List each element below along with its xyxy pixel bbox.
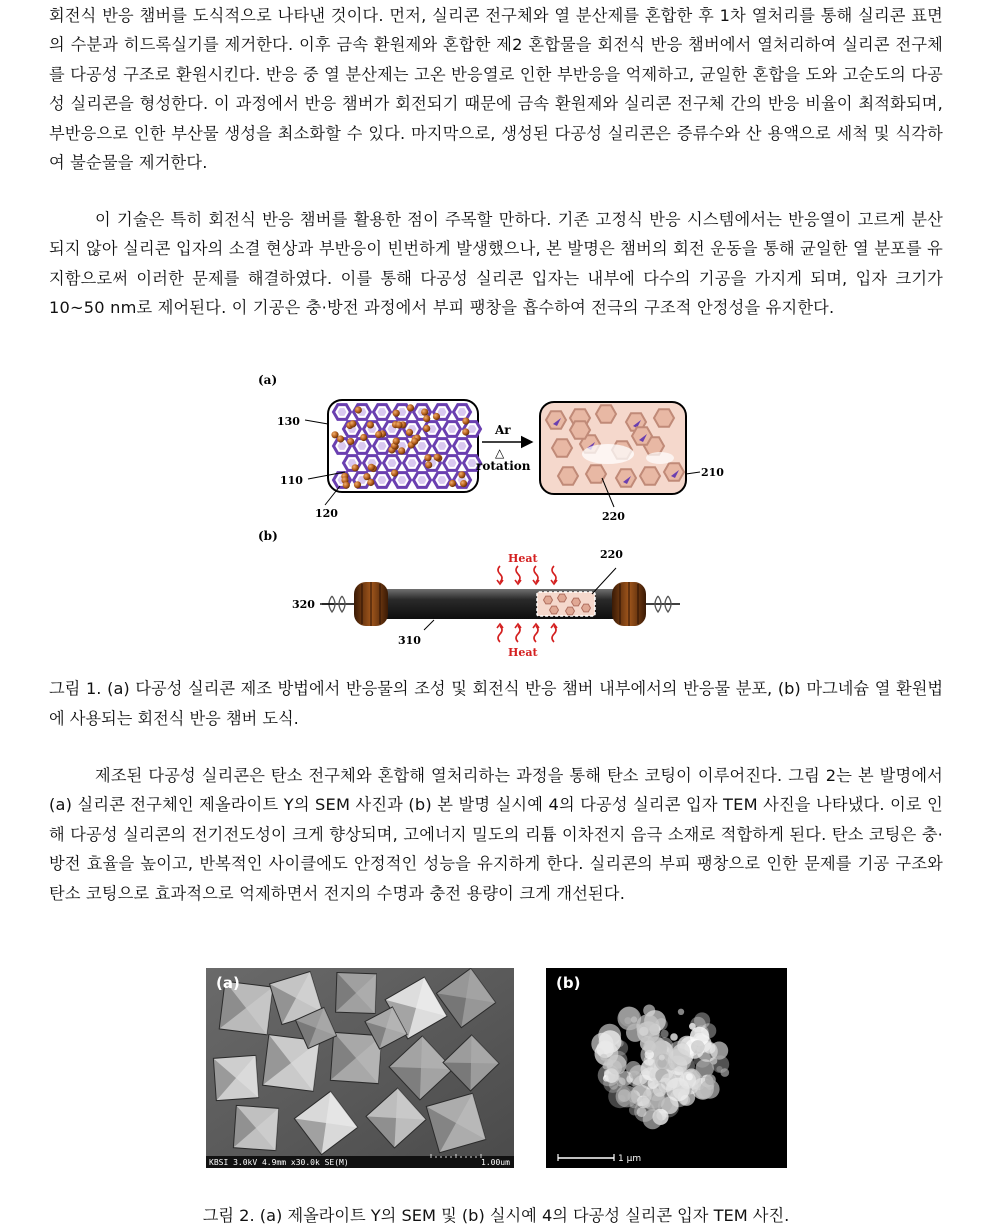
figure-1-diagram <box>250 368 730 668</box>
reductant-sphere <box>355 406 362 413</box>
boat-particle <box>558 594 567 602</box>
reductant-sphere <box>462 428 469 435</box>
heat-arrows-top <box>497 566 557 584</box>
tem-grain <box>691 1040 705 1054</box>
porous-silicon-hexagon <box>632 427 652 444</box>
porous-silicon-hexagon <box>570 421 590 438</box>
porous-silicon-hexagon <box>546 411 566 428</box>
leader-130 <box>305 420 328 424</box>
reductant-sphere <box>406 429 413 436</box>
porous-silicon-hexagon <box>558 467 578 484</box>
arrow-label-rotation: rotation <box>476 459 531 473</box>
heat-label-bottom: Heat <box>508 646 538 659</box>
reductant-sphere <box>393 438 400 445</box>
porous-silicon-hexagon <box>654 409 674 426</box>
reductant-sphere <box>331 431 338 438</box>
heat-arrow <box>534 566 538 582</box>
boat-particle <box>550 606 559 614</box>
tem-grain <box>643 1040 655 1052</box>
reductant-sphere <box>411 438 418 445</box>
reductant-sphere <box>424 454 431 461</box>
label-310: 310 <box>398 634 421 647</box>
tem-grain <box>660 1030 668 1038</box>
boat-particle <box>566 607 575 615</box>
boat-particle <box>544 596 553 604</box>
reductant-sphere <box>367 479 374 486</box>
tem-grain <box>678 1009 684 1015</box>
porous-silicon-hexagon <box>664 463 684 480</box>
reductant-sphere <box>347 438 354 445</box>
boat-particle <box>572 598 581 606</box>
reductant-sphere <box>367 421 374 428</box>
reductant-sphere <box>433 413 440 420</box>
reductant-sphere <box>425 461 432 468</box>
tem-grain <box>659 1055 665 1061</box>
heat-arrow <box>516 626 520 642</box>
label-130: 130 <box>277 415 300 428</box>
tem-grain <box>705 1074 716 1085</box>
arrow-label-ar: Ar <box>495 423 511 437</box>
reductant-sphere <box>360 434 367 441</box>
porous-silicon-hexagon <box>552 439 572 456</box>
label-120: 120 <box>315 507 338 520</box>
tem-grain <box>607 1055 627 1075</box>
paragraph-1: 회전식 반응 챔버를 도식적으로 나타낸 것이다. 먼저, 실리콘 전구체와 열 분산제를 혼합한 후 1차 열처리를 통해 실리콘 표면의 수분과 히드록실기를 제거한다. 이후 금속 환원제와 혼합한 제2 혼합물을 회전식 반응 챔버에서 열처리하여 실리콘 전구체를 다공성 구조로 환원시킨다. 반응 중 열 분산제는 고온 반응열로 인한 부반응을 억제하고, 균일한 혼합을 도와 고순도의 다공성 실리콘을 형성한다. 이 과정에서 반응 챔버가 회전되기 때문에 금속 환원제와 실리콘 전구체 간의 반응 비율이 최적화되며, 부반응으로 인한 부산물 생성을 최소화할 수 있다. 마지막으로, 생성된 다공성 실리콘은 증류수와 산 용액으로 세척 및 식각하여 불순물을 제거한다. <box>49 6 943 173</box>
heat-arrows-bottom <box>497 624 557 642</box>
tem-grain <box>686 1073 693 1080</box>
tem-grain <box>618 1089 631 1102</box>
fig1-panel-b-label: (b) <box>258 529 278 543</box>
heat-arrow <box>552 626 556 642</box>
tem-grain <box>712 1055 730 1073</box>
reductant-sphere <box>421 409 428 416</box>
heat-arrow <box>498 566 502 582</box>
label-210: 210 <box>701 466 724 479</box>
label-220b: 220 <box>600 548 623 561</box>
label-110: 110 <box>280 474 303 487</box>
tem-grain <box>641 1098 652 1109</box>
tem-grain <box>636 1014 659 1037</box>
reductant-sphere <box>393 410 400 417</box>
tem-grain <box>668 1048 692 1072</box>
reductant-sphere <box>375 431 382 438</box>
heat-arrow <box>552 566 556 582</box>
leader-310 <box>424 620 434 630</box>
figure-2-sem-image <box>206 968 514 1168</box>
reductant-sphere <box>349 420 356 427</box>
reductant-sphere <box>395 421 402 428</box>
reductant-sphere <box>460 480 467 487</box>
reductant-sphere <box>462 418 469 425</box>
reductant-sphere <box>407 404 414 411</box>
tem-grain <box>630 1073 636 1079</box>
reductant-sphere <box>423 425 430 432</box>
reductant-sphere <box>354 481 361 488</box>
reductant-sphere <box>391 470 398 477</box>
heat-label-top: Heat <box>508 552 538 565</box>
figure-1-caption: 그림 1. (a) 다공성 실리콘 제조 방법에서 반응물의 조성 및 회전식 반응 챔버 내부에서의 반응물 분포, (b) 마그네슘 열 환원법에 사용되는 회전식 반응 챔버 도식. <box>49 679 943 728</box>
reductant-sphere <box>352 464 359 471</box>
paragraph-2: 이 기술은 특히 회전식 반응 챔버를 활용한 점이 주목할 만하다. 기존 고정식 반응 시스템에서는 반응열이 고르게 분산되지 않아 실리콘 입자의 소결 현상과 부반응이 빈번하게 발생했으나, 본 발명은 챔버의 회전 운동을 통해 균일한 열 분포를 유지함으로써 이러한 문제를 해결하였다. 이를 통해 다공성 실리콘 입자는 내부에 다수의 기공을 가지게 되며, 입자 크기가 10~50 nm로 제어된다. 이 기공은 충·방전 과정에서 부피 팽창을 흡수하여 전극의 구조적 안정성을 유지한다. <box>49 210 943 318</box>
heat-arrow <box>534 626 538 642</box>
reductant-sphere <box>434 454 441 461</box>
fig1-panel-a-label: (a) <box>258 373 278 387</box>
arrow-label-heat-symbol: △ <box>495 446 505 460</box>
tem-grain <box>643 1109 663 1129</box>
reductant-sphere <box>398 447 405 454</box>
porous-silicon-hexagon <box>616 469 636 486</box>
tem-scale-text: 1 μm <box>618 1154 642 1164</box>
reductant-sphere <box>449 480 456 487</box>
fig2-panel-a-label: (a) <box>216 974 240 992</box>
fig2-panel-b-label: (b) <box>556 974 581 992</box>
reductant-sphere <box>458 471 465 478</box>
paragraph-3: 제조된 다공성 실리콘은 탄소 전구체와 혼합해 열처리하는 과정을 통해 탄소 코팅이 이루어진다. 그림 2는 본 발명에서 (a) 실리콘 전구체인 제올라이트 Y의 SEM 사진과 (b) 본 발명 실시예 4의 다공성 실리콘 입자 TEM 사진을 나타냈다. 이로 인해 다공성 실리콘의 전기전도성이 크게 향상되며, 고에너지 밀도의 리튬 이차전지 음극 소재로 적합하게 된다. 탄소 코팅은 충·방전 효율을 높이고, 반복적인 사이클에도 안정적인 성능을 유지하게 한다. 실리콘의 부피 팽창으로 인한 문제를 기공 구조와 탄소 코팅으로 효과적으로 억제하면서 전지의 수명과 충전 용량이 크게 개선된다. <box>49 766 943 903</box>
sem-scale-text: 1.00um <box>481 1158 510 1167</box>
leader-210 <box>686 472 700 474</box>
boat-particle <box>582 604 591 612</box>
figure-2-tem-image <box>546 968 787 1168</box>
reductant-sphere <box>343 482 350 489</box>
tem-grain <box>680 1095 690 1105</box>
tem-grain <box>600 1054 607 1061</box>
tem-grain <box>599 1030 622 1053</box>
porous-silicon-hexagon <box>596 405 616 422</box>
tem-grain <box>608 1071 619 1082</box>
sem-info-text: KBSI 3.0kV 4.9mm x30.0k SE(M) <box>209 1158 349 1167</box>
tem-grain <box>670 1033 678 1041</box>
figure-1 <box>250 368 730 668</box>
heat-arrow <box>498 626 502 642</box>
tem-grain <box>658 1078 673 1093</box>
figure-2-caption: 그림 2. (a) 제올라이트 Y의 SEM 및 (b) 실시예 4의 다공성 실리콘 입자 TEM 사진. <box>202 1206 790 1225</box>
reductant-sphere <box>368 464 375 471</box>
reductant-sphere <box>423 415 430 422</box>
tem-grain <box>631 1016 637 1022</box>
label-220a: 220 <box>602 510 625 523</box>
porous-silicon-hexagon <box>640 467 660 484</box>
heat-arrow <box>516 566 520 582</box>
label-320: 320 <box>292 598 315 611</box>
